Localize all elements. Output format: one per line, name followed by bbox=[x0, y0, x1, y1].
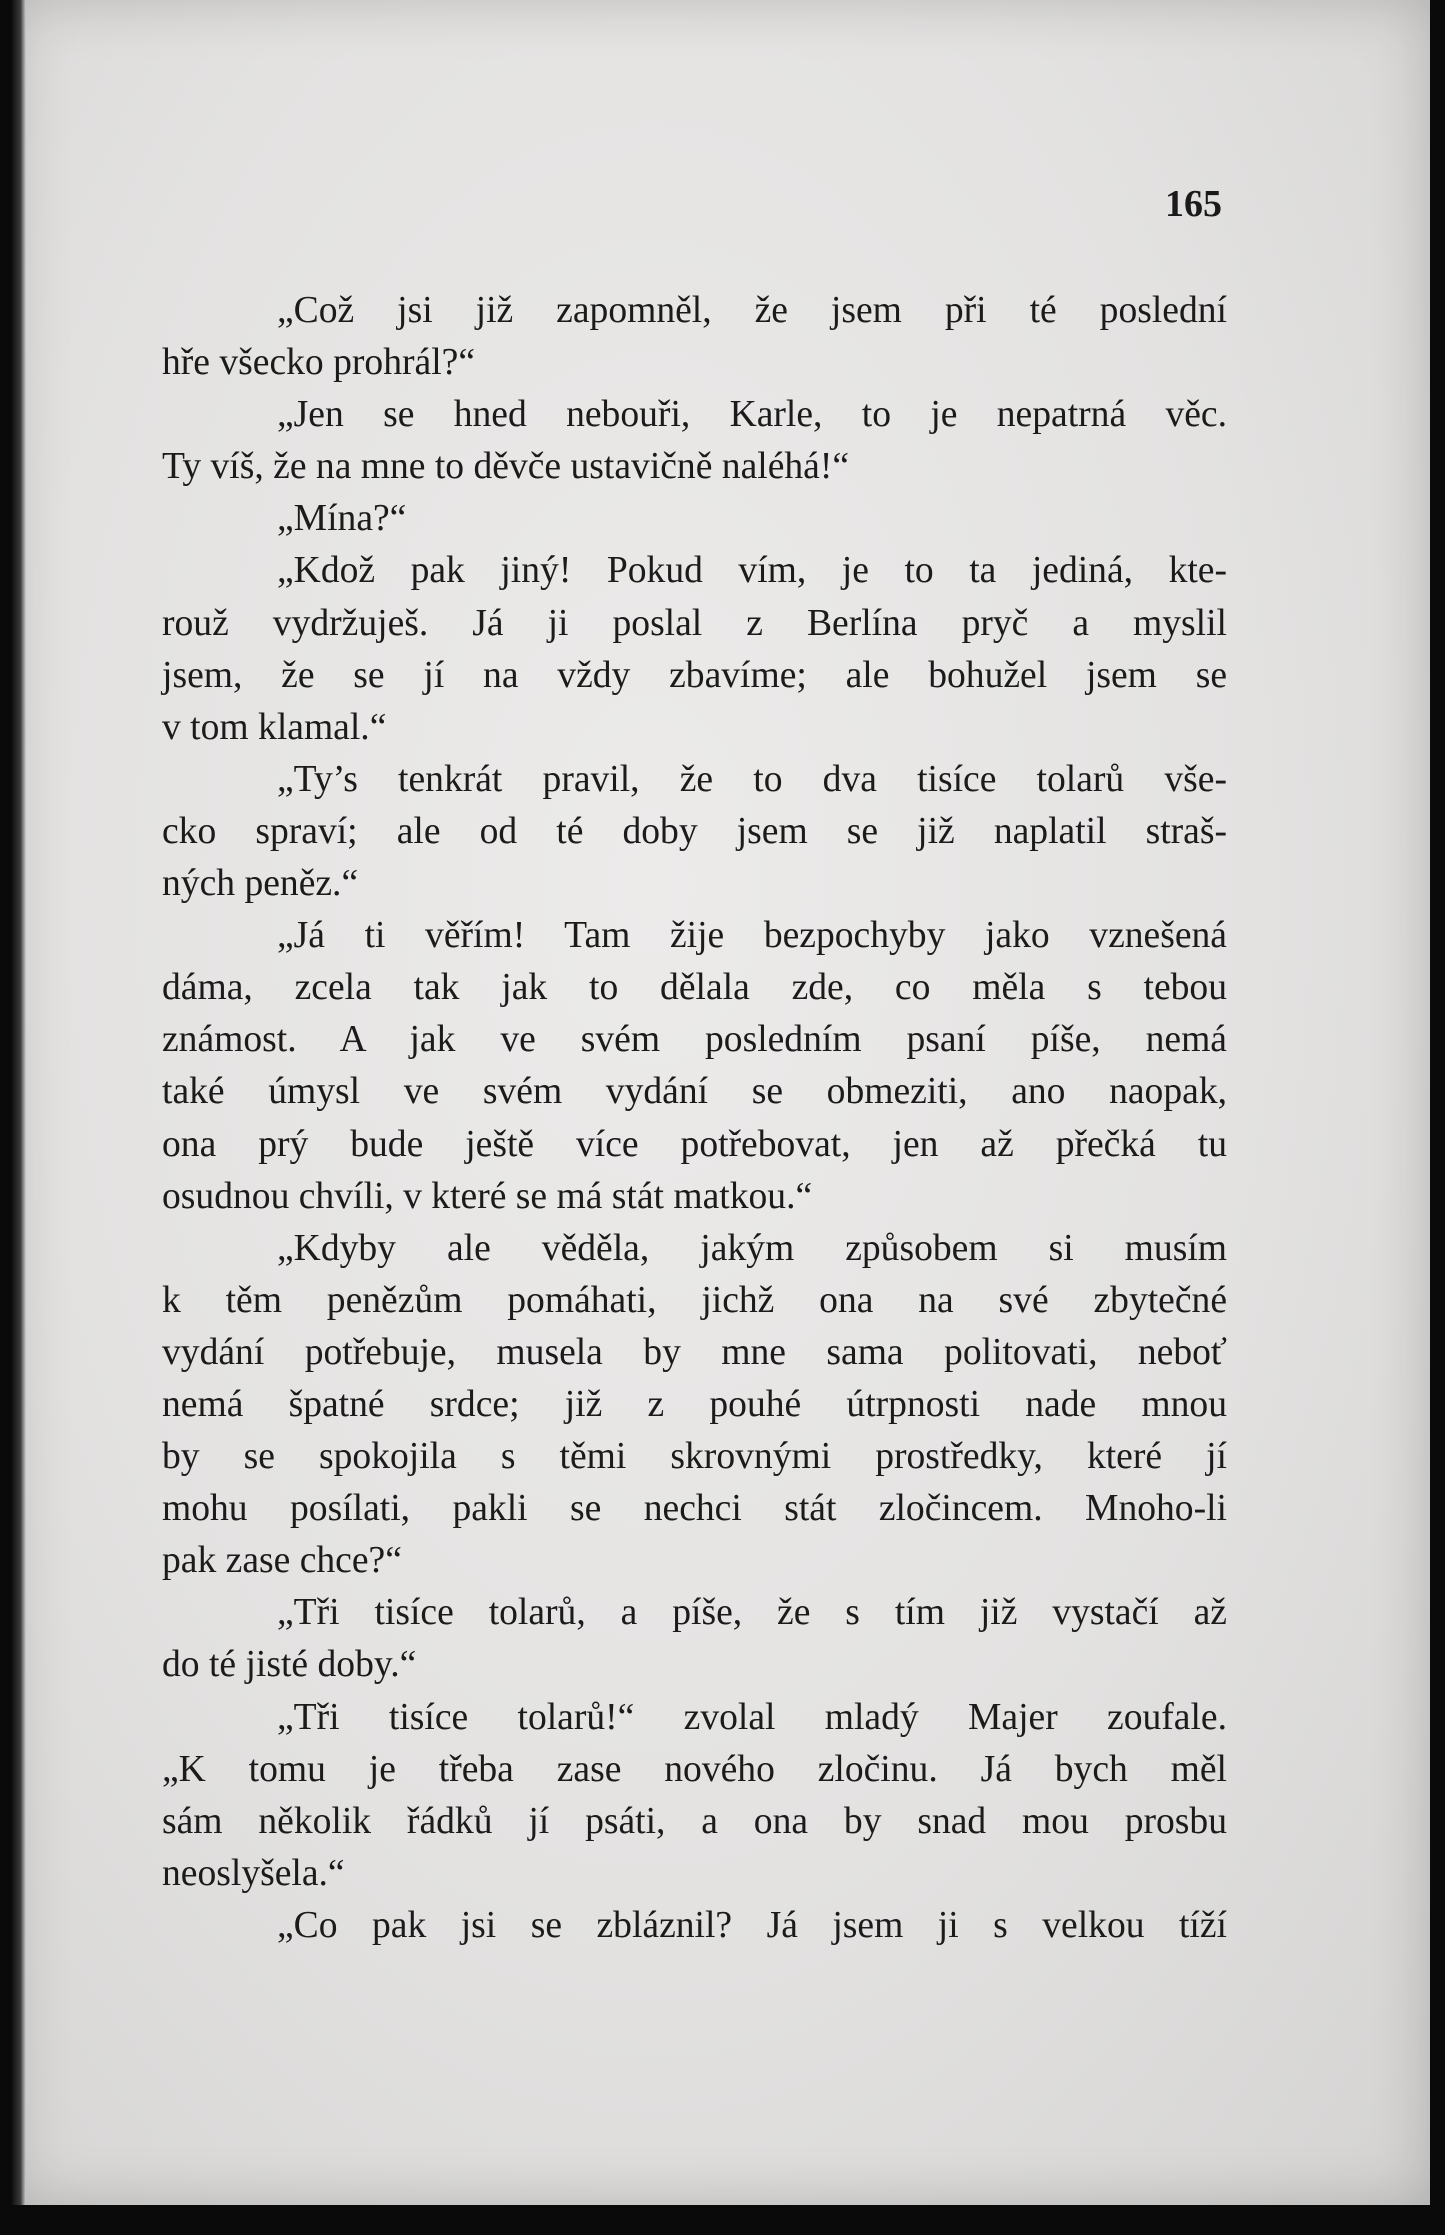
text-line: „K tomu je třeba zase nového zločinu. Já bych měl bbox=[162, 1748, 1227, 1790]
text-line: osudnou chvíli, v které se má stát matkou.“ bbox=[162, 1175, 813, 1217]
text-line: „Co pak jsi se zbláznil? Já jsem ji s velkou tíží bbox=[277, 1904, 1227, 1946]
text-line: mohu posílati, pakli se nechci stát zločincem. Mnoho-li bbox=[162, 1488, 1227, 1530]
text-line: vydání potřebuje, musela by mne sama politovati, neboť bbox=[162, 1331, 1227, 1373]
text-line: „Ty’s tenkrát pravil, že to dva tisíce tolarů vše- bbox=[277, 758, 1227, 800]
text-line: „Jen se hned nebouři, Karle, to je nepatrná věc. bbox=[277, 394, 1227, 436]
text-line: cko spraví; ale od té doby jsem se již naplatil straš- bbox=[162, 810, 1227, 852]
text-line: Ty víš, že na mne to děvče ustavičně naléhá!“ bbox=[162, 446, 850, 488]
text-line: k těm penězům pomáhati, jichž ona na své zbytečné bbox=[162, 1279, 1227, 1321]
text-line: „Což jsi již zapomněl, že jsem při té poslední bbox=[277, 290, 1227, 331]
body-text bbox=[162, 285, 1227, 1952]
text-line: „Mína?“ bbox=[277, 498, 407, 540]
text-line: ona prý bude ještě více potřebovat, jen až přečká tu bbox=[162, 1123, 1227, 1165]
text-line: by se spokojila s těmi skrovnými prostředky, které jí bbox=[162, 1436, 1227, 1478]
text-line: v tom klamal.“ bbox=[162, 706, 387, 748]
text-line: „Já ti věřím! Tam žije bezpochyby jako vznešená bbox=[277, 915, 1227, 957]
text-line: dáma, zcela tak jak to dělala zde, co měla s tebou bbox=[162, 967, 1227, 1009]
text-line: nemá špatné srdce; již z pouhé útrpnosti nade mnou bbox=[162, 1383, 1227, 1425]
text-line: také úmysl ve svém vydání se obmeziti, ano naopak, bbox=[162, 1071, 1227, 1113]
text-line: sám několik řádků jí psáti, a ona by snad mou prosbu bbox=[162, 1800, 1227, 1842]
page-number: 165 bbox=[1165, 183, 1222, 225]
text-line: „Tři tisíce tolarů!“ zvolal mladý Majer zoufale. bbox=[277, 1696, 1227, 1738]
text-line: ných peněz.“ bbox=[162, 863, 359, 905]
text-line: jsem, že se jí na vždy zbavíme; ale bohužel jsem se bbox=[162, 654, 1227, 696]
book-page bbox=[12, 0, 1430, 2205]
text-line: rouž vydržuješ. Já ji poslal z Berlína pryč a myslil bbox=[162, 602, 1227, 644]
text-line: „Kdyby ale věděla, jakým způsobem si musím bbox=[277, 1227, 1227, 1269]
text-line: známost. A jak ve svém posledním psaní píše, nemá bbox=[162, 1019, 1227, 1061]
book-spine-shadow bbox=[12, 0, 26, 2205]
text-line: „Tři tisíce tolarů, a píše, že s tím již vystačí až bbox=[277, 1592, 1227, 1634]
text-line: neoslyšela.“ bbox=[162, 1852, 345, 1894]
text-line: do té jisté doby.“ bbox=[162, 1644, 417, 1686]
text-line: pak zase chce?“ bbox=[162, 1540, 402, 1582]
text-line: hře všecko prohrál?“ bbox=[162, 342, 475, 384]
text-line: „Kdož pak jiný! Pokud vím, je to ta jediná, kte- bbox=[277, 550, 1227, 592]
